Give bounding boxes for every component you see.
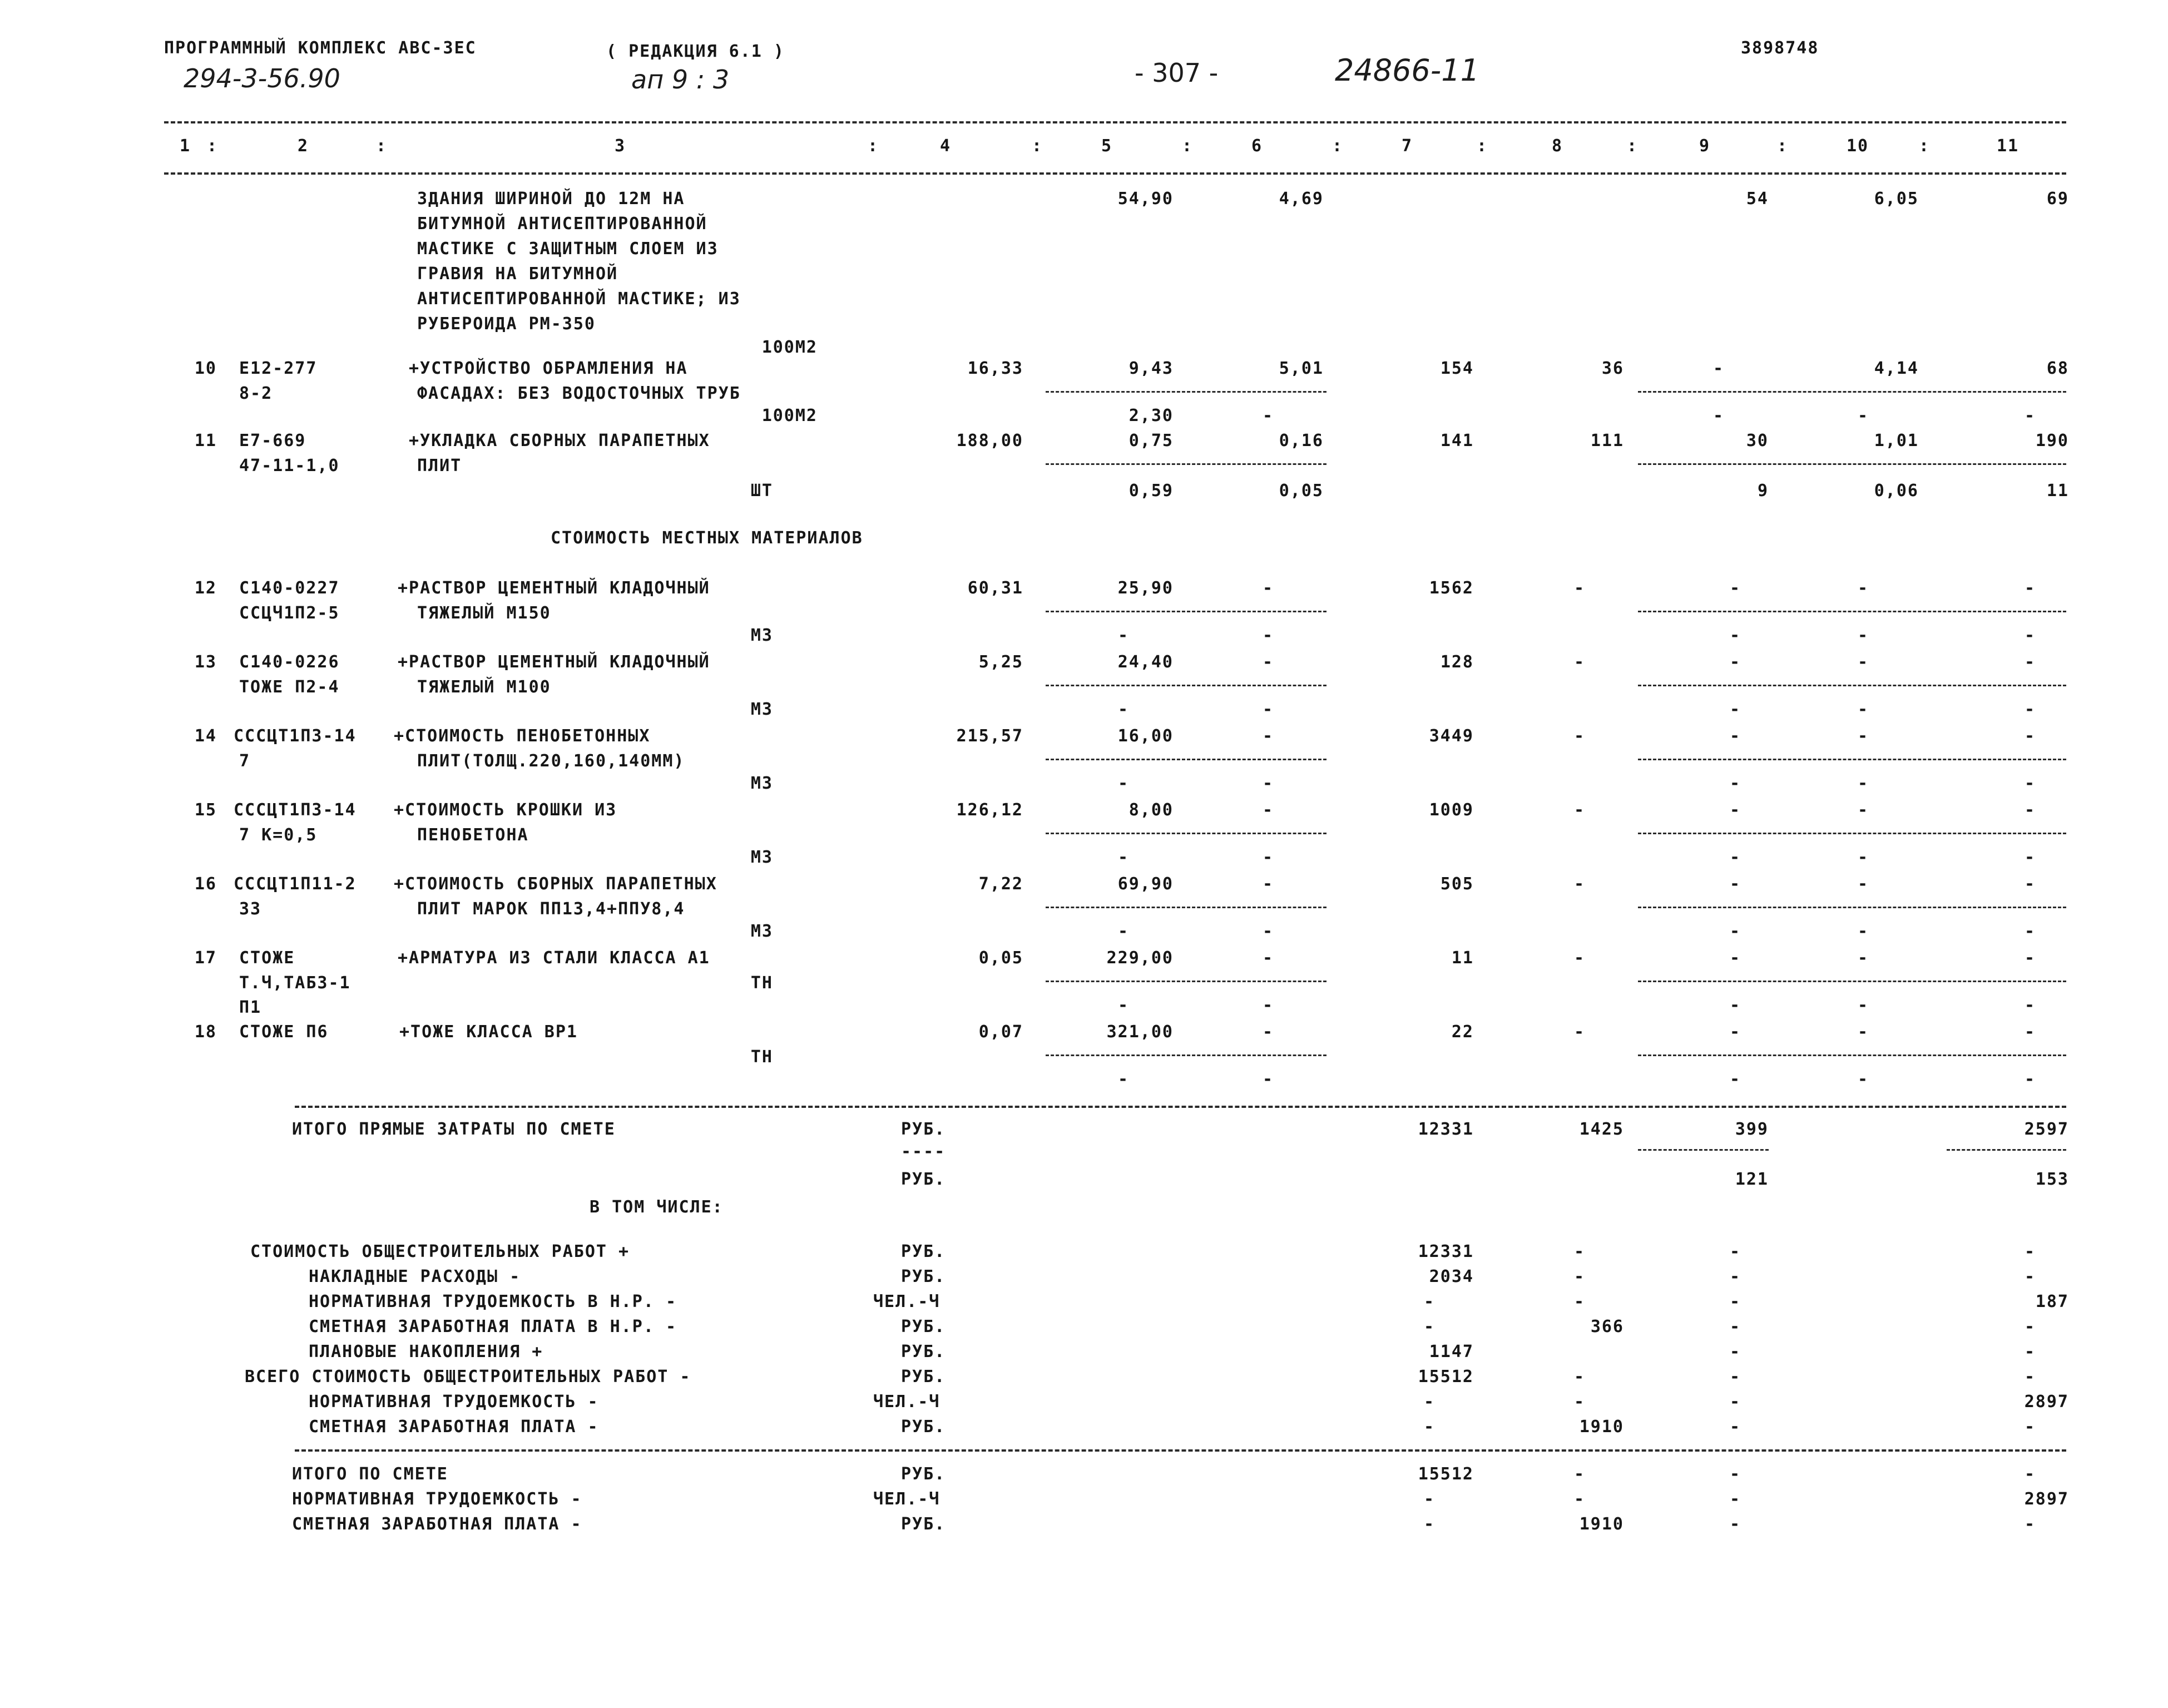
cell-col6: - xyxy=(1262,726,1274,746)
cell-col9: 30 xyxy=(1746,431,1769,450)
cell-col4: 0,05 xyxy=(978,948,1023,968)
summary-col7: - xyxy=(1423,1317,1436,1336)
final-label: СМЕТНАЯ ЗАРАБОТНАЯ ПЛАТА - xyxy=(292,1514,582,1534)
work-description: +АРМАТУРА ИЗ СТАЛИ КЛАССА А1 xyxy=(398,948,710,968)
rate-code-suffix: Т.Ч,ТАБ3-1 xyxy=(239,973,351,993)
cell-col10-sub: - xyxy=(1857,922,1869,941)
cell-col4: 16,33 xyxy=(967,359,1023,378)
header-bottom-rule xyxy=(164,172,2066,175)
cell-col9: - xyxy=(1729,578,1741,598)
cell-col5: 25,90 xyxy=(1117,578,1174,598)
final-col8: 1910 xyxy=(1579,1514,1624,1534)
totals-col8: 1425 xyxy=(1579,1120,1624,1139)
rate-code: СССЦТ1П3-14 xyxy=(234,726,357,746)
cell-col7: 3449 xyxy=(1429,726,1474,746)
final-col7: - xyxy=(1423,1514,1436,1534)
summary-col7: 15512 xyxy=(1418,1367,1474,1387)
cell-col11: 69 xyxy=(2046,189,2069,209)
column-header: 8 xyxy=(1551,136,1563,156)
cell-col9: - xyxy=(1729,726,1741,746)
handwritten-project-number: 294-3-56.90 xyxy=(184,63,340,93)
summary-col7: 1147 xyxy=(1429,1342,1474,1362)
cell-col6: - xyxy=(1262,578,1274,598)
edition-label: ( РЕДАКЦИЯ 6.1 ) xyxy=(606,42,785,61)
summary-col11: - xyxy=(2024,1242,2036,1261)
cell-col9-sub: - xyxy=(1729,1070,1741,1089)
totals-col7: 12331 xyxy=(1418,1120,1474,1139)
document-code: 3898748 xyxy=(1741,38,1819,58)
cell-col9: - xyxy=(1729,800,1741,820)
cell-col6-sub: - xyxy=(1262,700,1274,719)
rate-code-suffix: 33 xyxy=(239,899,262,919)
summary-unit: РУБ. xyxy=(901,1342,946,1362)
totals-label: ИТОГО ПРЯМЫЕ ЗАТРАТЫ ПО СМЕТЕ xyxy=(292,1120,616,1139)
cell-col10: - xyxy=(1857,578,1869,598)
cell-col11: 190 xyxy=(2035,431,2069,450)
cell-col11-sub: - xyxy=(2024,996,2036,1015)
rate-code: СССЦТ1П3-14 xyxy=(234,800,357,820)
work-description: +СТОИМОСТЬ СБОРНЫХ ПАРАПЕТНЫХ xyxy=(394,874,717,894)
cell-col5: 321,00 xyxy=(1106,1022,1174,1042)
rate-code-suffix: 7 xyxy=(239,751,251,771)
column-header: 3 xyxy=(614,136,626,156)
description-line: БИТУМНОЙ АНТИСЕПТИРОВАННОЙ xyxy=(417,214,707,234)
totals-unit-second: РУБ. xyxy=(901,1170,946,1189)
cell-col5-sub: - xyxy=(1117,774,1130,793)
cell-col4: 188,00 xyxy=(956,431,1023,450)
cell-col8: 36 xyxy=(1601,359,1624,378)
program-title: ПРОГРАММНЫЙ КОМПЛЕКС АВС-ЗЕС xyxy=(164,38,477,58)
cell-col10-sub: - xyxy=(1857,996,1869,1015)
work-description-cont: ПЛИТ xyxy=(417,456,462,476)
cell-col6: - xyxy=(1262,948,1274,968)
summary-col8: - xyxy=(1573,1292,1586,1311)
unit-label: 100М2 xyxy=(761,406,818,425)
summary-label: НОРМАТИВНАЯ ТРУДОЕМКОСТЬ - xyxy=(309,1392,599,1412)
handwritten-inventory-number: 24866-11 xyxy=(1335,53,1479,88)
final-col11: - xyxy=(2024,1514,2036,1534)
final-rule xyxy=(295,1449,2066,1452)
description-line: АНТИСЕПТИРОВАННОЙ МАСТИКЕ; ИЗ xyxy=(417,289,741,309)
summary-unit: РУБ. xyxy=(901,1317,946,1336)
final-col8: - xyxy=(1573,1489,1586,1509)
cell-col10: - xyxy=(1857,1022,1869,1042)
summary-label: НОРМАТИВНАЯ ТРУДОЕМКОСТЬ В Н.Р. - xyxy=(309,1292,677,1311)
work-description: +ТОЖЕ КЛАССА ВР1 xyxy=(399,1022,578,1042)
rate-code-suffix: 47-11-1,0 xyxy=(239,456,340,476)
rate-code: СТОЖЕ П6 xyxy=(239,1022,329,1042)
rate-code: Е12-277 xyxy=(239,359,318,378)
table-top-rule xyxy=(164,121,2066,123)
cell-col11: - xyxy=(2024,948,2036,968)
summary-col8: - xyxy=(1573,1267,1586,1286)
rate-code-suffix: 7 К=0,5 xyxy=(239,825,318,845)
work-description: +УКЛАДКА СБОРНЫХ ПАРАПЕТНЫХ xyxy=(409,431,710,450)
page-number: - 307 - xyxy=(1135,58,1219,88)
rate-code: С140-0227 xyxy=(239,578,340,598)
description-line: ЗДАНИЯ ШИРИНОЙ ДО 12М НА xyxy=(417,189,685,209)
rate-code-suffix: ССЦЧ1П2-5 xyxy=(239,603,340,623)
cell-col6: - xyxy=(1262,652,1274,672)
totals-unit: РУБ. xyxy=(901,1120,946,1139)
handwritten-album: ап 9 : 3 xyxy=(631,65,730,95)
cell-col9: - xyxy=(1729,652,1741,672)
cell-col10: - xyxy=(1857,874,1869,894)
cell-col11: 68 xyxy=(2046,359,2069,378)
row-number: 15 xyxy=(194,800,217,820)
cell-col5-sub: - xyxy=(1117,626,1130,645)
work-description: +СТОИМОСТЬ КРОШКИ ИЗ xyxy=(394,800,617,820)
summary-label: СМЕТНАЯ ЗАРАБОТНАЯ ПЛАТА В Н.Р. - xyxy=(309,1317,677,1336)
summary-unit: РУБ. xyxy=(901,1267,946,1286)
summary-col9: - xyxy=(1729,1367,1741,1387)
unit-label: М3 xyxy=(750,626,773,645)
totals-col11-sub: 153 xyxy=(2035,1170,2069,1189)
column-header: 7 xyxy=(1401,136,1413,156)
cell-col8: - xyxy=(1573,800,1586,820)
unit-label: ТН xyxy=(750,1047,773,1067)
cell-col5-sub: - xyxy=(1117,996,1130,1015)
cell-col5: 69,90 xyxy=(1117,874,1174,894)
summary-col8: - xyxy=(1573,1367,1586,1387)
column-header: 4 xyxy=(939,136,952,156)
summary-col9: - xyxy=(1729,1292,1741,1311)
cell-col9: - xyxy=(1729,874,1741,894)
cell-col5: 16,00 xyxy=(1117,726,1174,746)
cell-col10: 6,05 xyxy=(1874,189,1919,209)
cell-col9: 54 xyxy=(1746,189,1769,209)
description-line: ГРАВИЯ НА БИТУМНОЙ xyxy=(417,264,618,284)
cell-col11-sub: - xyxy=(2024,700,2036,719)
cell-col6: 5,01 xyxy=(1279,359,1324,378)
cell-col11: - xyxy=(2024,578,2036,598)
summary-col7: 2034 xyxy=(1429,1267,1474,1286)
totals-col9: 399 xyxy=(1735,1120,1769,1139)
cell-col10-sub: - xyxy=(1857,774,1869,793)
cell-col8: - xyxy=(1573,948,1586,968)
cell-col11: - xyxy=(2024,726,2036,746)
summary-label: ПЛАНОВЫЕ НАКОПЛЕНИЯ + xyxy=(309,1342,543,1362)
cell-col7: 505 xyxy=(1440,874,1474,894)
cell-col11: - xyxy=(2024,800,2036,820)
cell-col8: - xyxy=(1573,652,1586,672)
cell-col5-sub: - xyxy=(1117,1070,1130,1089)
cell-col9-sub: - xyxy=(1729,996,1741,1015)
unit-label: ШТ xyxy=(750,481,773,501)
work-description: +УСТРОЙСТВО ОБРАМЛЕНИЯ НА xyxy=(409,359,688,378)
summary-label: СМЕТНАЯ ЗАРАБОТНАЯ ПЛАТА - xyxy=(309,1417,599,1437)
work-description-cont: ПЛИТ МАРОК ПП13,4+ППУ8,4 xyxy=(417,899,685,919)
cell-col10: - xyxy=(1857,948,1869,968)
row-number: 12 xyxy=(194,578,217,598)
cell-col7: 22 xyxy=(1451,1022,1474,1042)
cell-col6-sub: - xyxy=(1262,848,1274,867)
summary-col8: 1910 xyxy=(1579,1417,1624,1437)
final-unit: РУБ. xyxy=(901,1514,946,1534)
cell-col5-sub: 2,30 xyxy=(1128,406,1174,425)
work-description-cont: ТЯЖЕЛЫЙ М150 xyxy=(417,603,551,623)
cell-col10-sub: - xyxy=(1857,1070,1869,1089)
cell-col5: 8,00 xyxy=(1128,800,1174,820)
summary-col8: - xyxy=(1573,1392,1586,1412)
cell-col7: 1009 xyxy=(1429,800,1474,820)
rate-code: СТОЖЕ xyxy=(239,948,295,968)
work-description: +РАСТВОР ЦЕМЕНТНЫЙ КЛАДОЧНЫЙ xyxy=(398,652,710,672)
final-col9: - xyxy=(1729,1514,1741,1534)
cell-col5: 24,40 xyxy=(1117,652,1174,672)
unit-label: ТН xyxy=(750,973,773,993)
final-col7: 15512 xyxy=(1418,1464,1474,1484)
row-number: 10 xyxy=(194,359,217,378)
cell-col9: - xyxy=(1712,359,1725,378)
cell-col11-sub: - xyxy=(2024,406,2036,425)
rate-code: С140-0226 xyxy=(239,652,340,672)
cell-col7: 128 xyxy=(1440,652,1474,672)
final-col8: - xyxy=(1573,1464,1586,1484)
final-unit: РУБ. xyxy=(901,1464,946,1484)
cell-col6: - xyxy=(1262,1022,1274,1042)
cell-col11-sub: - xyxy=(2024,922,2036,941)
cell-col9-sub: - xyxy=(1729,848,1741,867)
summary-col9: - xyxy=(1729,1392,1741,1412)
summary-unit: РУБ. xyxy=(901,1417,946,1437)
cell-col5: 54,90 xyxy=(1117,189,1174,209)
work-description: +РАСТВОР ЦЕМЕНТНЫЙ КЛАДОЧНЫЙ xyxy=(398,578,710,598)
rate-code-suffix: 8-2 xyxy=(239,384,273,403)
final-unit: ЧЕЛ.-Ч xyxy=(873,1489,941,1509)
summary-col11: - xyxy=(2024,1417,2036,1437)
cell-col4: 7,22 xyxy=(978,874,1023,894)
cell-col10-sub: - xyxy=(1857,848,1869,867)
cell-col4: 5,25 xyxy=(978,652,1023,672)
cell-col4: 215,57 xyxy=(956,726,1023,746)
summary-col11: 2897 xyxy=(2024,1392,2069,1412)
summary-label: СТОИМОСТЬ ОБЩЕСТРОИТЕЛЬНЫХ РАБОТ + xyxy=(250,1242,630,1261)
cell-col6-sub: - xyxy=(1262,774,1274,793)
summary-col11: - xyxy=(2024,1317,2036,1336)
cell-col9-sub: - xyxy=(1712,406,1725,425)
cell-col11-sub: - xyxy=(2024,626,2036,645)
row-number: 17 xyxy=(194,948,217,968)
summary-col11: - xyxy=(2024,1342,2036,1362)
cell-col11-sub: - xyxy=(2024,774,2036,793)
summary-col8: - xyxy=(1573,1242,1586,1261)
summary-col7: - xyxy=(1423,1417,1436,1437)
cell-col5: 229,00 xyxy=(1106,948,1174,968)
cell-col7: 141 xyxy=(1440,431,1474,450)
cell-col6-sub: - xyxy=(1262,406,1274,425)
cell-col10: 1,01 xyxy=(1874,431,1919,450)
cell-col10: - xyxy=(1857,652,1869,672)
cell-col10-sub: 0,06 xyxy=(1874,481,1919,501)
cell-col9-sub: - xyxy=(1729,922,1741,941)
summary-col9: - xyxy=(1729,1342,1741,1362)
cell-col6: - xyxy=(1262,800,1274,820)
column-header: 11 xyxy=(1996,136,2019,156)
work-description: +СТОИМОСТЬ ПЕНОБЕТОННЫХ xyxy=(394,726,651,746)
cell-col4: 60,31 xyxy=(967,578,1023,598)
description-line: РУБЕРОИДА РМ-350 xyxy=(417,314,596,334)
cell-col5-sub: - xyxy=(1117,848,1130,867)
totals-col11: 2597 xyxy=(2024,1120,2069,1139)
summary-col7: - xyxy=(1423,1292,1436,1311)
cell-col11: - xyxy=(2024,1022,2036,1042)
cell-col9: - xyxy=(1729,1022,1741,1042)
section-heading: СТОИМОСТЬ МЕСТНЫХ МАТЕРИАЛОВ xyxy=(551,528,863,548)
column-header: 9 xyxy=(1699,136,1711,156)
cell-col4: 0,07 xyxy=(978,1022,1023,1042)
cell-col10: - xyxy=(1857,800,1869,820)
cell-col5: 0,75 xyxy=(1128,431,1174,450)
cell-col10-sub: - xyxy=(1857,406,1869,425)
cell-col6: 4,69 xyxy=(1279,189,1324,209)
work-description-cont: ПЛИТ(ТОЛЩ.220,160,140ММ) xyxy=(417,751,685,771)
summary-col11: - xyxy=(2024,1267,2036,1286)
cell-col10: - xyxy=(1857,726,1869,746)
row-number: 18 xyxy=(194,1022,217,1042)
rate-code-suffix: ТОЖЕ П2-4 xyxy=(239,677,340,697)
summary-unit: ЧЕЛ.-Ч xyxy=(873,1392,941,1412)
cell-col10-sub: - xyxy=(1857,700,1869,719)
row-number: 11 xyxy=(194,431,217,450)
unit-label: М3 xyxy=(750,922,773,941)
cell-col5: 9,43 xyxy=(1128,359,1174,378)
cell-col6-sub: - xyxy=(1262,922,1274,941)
unit-label: 100М2 xyxy=(761,338,818,357)
summary-col11: 187 xyxy=(2035,1292,2069,1311)
cell-col6-sub: - xyxy=(1262,996,1274,1015)
cell-col6: - xyxy=(1262,874,1274,894)
cell-col6-sub: 0,05 xyxy=(1279,481,1324,501)
cell-col10: 4,14 xyxy=(1874,359,1919,378)
including-heading: В ТОМ ЧИСЛЕ: xyxy=(590,1197,724,1217)
cell-col4: 126,12 xyxy=(956,800,1023,820)
summary-col8: 366 xyxy=(1590,1317,1624,1336)
totals-col9-sub: 121 xyxy=(1735,1170,1769,1189)
column-header: 2 xyxy=(297,136,309,156)
summary-col7: 12331 xyxy=(1418,1242,1474,1261)
rate-code: СССЦТ1П11-2 xyxy=(234,874,357,894)
work-description-cont: ФАСАДАХ: БЕЗ ВОДОСТОЧНЫХ ТРУБ xyxy=(417,384,741,403)
summary-label: НАКЛАДНЫЕ РАСХОДЫ - xyxy=(309,1267,521,1286)
row-number: 16 xyxy=(194,874,217,894)
summary-col9: - xyxy=(1729,1242,1741,1261)
unit-label: М3 xyxy=(750,700,773,719)
summary-unit: РУБ. xyxy=(901,1242,946,1261)
cell-col11-sub: - xyxy=(2024,848,2036,867)
cell-col8: - xyxy=(1573,726,1586,746)
final-col11: - xyxy=(2024,1464,2036,1484)
cell-col9-sub: - xyxy=(1729,626,1741,645)
rate-code-suffix: П1 xyxy=(239,998,262,1017)
summary-unit: ЧЕЛ.-Ч xyxy=(873,1292,941,1311)
column-header: 5 xyxy=(1101,136,1113,156)
summary-unit: РУБ. xyxy=(901,1367,946,1387)
final-label: ИТОГО ПО СМЕТЕ xyxy=(292,1464,448,1484)
cell-col8: - xyxy=(1573,1022,1586,1042)
cell-col9-sub: 9 xyxy=(1757,481,1769,501)
cell-col11: - xyxy=(2024,652,2036,672)
column-header: 6 xyxy=(1251,136,1263,156)
cell-col11-sub: - xyxy=(2024,1070,2036,1089)
cell-col8: - xyxy=(1573,874,1586,894)
cell-col5-sub: - xyxy=(1117,922,1130,941)
rate-code: Е7-669 xyxy=(239,431,306,450)
cell-col6-sub: - xyxy=(1262,1070,1274,1089)
cell-col6-sub: - xyxy=(1262,626,1274,645)
unit-label: М3 xyxy=(750,848,773,867)
cell-col8: - xyxy=(1573,578,1586,598)
final-col9: - xyxy=(1729,1489,1741,1509)
summary-col11: - xyxy=(2024,1367,2036,1387)
work-description-cont: ТЯЖЕЛЫЙ М100 xyxy=(417,677,551,697)
cell-col9-sub: - xyxy=(1729,700,1741,719)
final-col11: 2897 xyxy=(2024,1489,2069,1509)
cell-col7: 11 xyxy=(1451,948,1474,968)
totals-unit-divider: ---- xyxy=(901,1142,946,1161)
description-line: МАСТИКЕ С ЗАЩИТНЫМ СЛОЕМ ИЗ xyxy=(417,239,719,259)
final-label: НОРМАТИВНАЯ ТРУДОЕМКОСТЬ - xyxy=(292,1489,582,1509)
summary-col9: - xyxy=(1729,1267,1741,1286)
cell-col11-sub: 11 xyxy=(2046,481,2069,501)
cell-col10-sub: - xyxy=(1857,626,1869,645)
summary-col9: - xyxy=(1729,1417,1741,1437)
cell-col8: 111 xyxy=(1590,431,1624,450)
summary-col7: - xyxy=(1423,1392,1436,1412)
cell-col6: 0,16 xyxy=(1279,431,1324,450)
cell-col5-sub: 0,59 xyxy=(1128,481,1174,501)
cell-col7: 1562 xyxy=(1429,578,1474,598)
cell-col11: - xyxy=(2024,874,2036,894)
cell-col5-sub: - xyxy=(1117,700,1130,719)
cell-col9-sub: - xyxy=(1729,774,1741,793)
final-col7: - xyxy=(1423,1489,1436,1509)
unit-label: М3 xyxy=(750,774,773,793)
cell-col7: 154 xyxy=(1440,359,1474,378)
row-number: 13 xyxy=(194,652,217,672)
row-number: 14 xyxy=(194,726,217,746)
summary-label: ВСЕГО СТОИМОСТЬ ОБЩЕСТРОИТЕЛЬНЫХ РАБОТ - xyxy=(245,1367,691,1387)
totals-rule xyxy=(295,1106,2066,1108)
column-header: 1 xyxy=(179,136,191,156)
cell-col9: - xyxy=(1729,948,1741,968)
column-header: 10 xyxy=(1846,136,1869,156)
summary-col9: - xyxy=(1729,1317,1741,1336)
work-description-cont: ПЕНОБЕТОНА xyxy=(417,825,529,845)
final-col9: - xyxy=(1729,1464,1741,1484)
